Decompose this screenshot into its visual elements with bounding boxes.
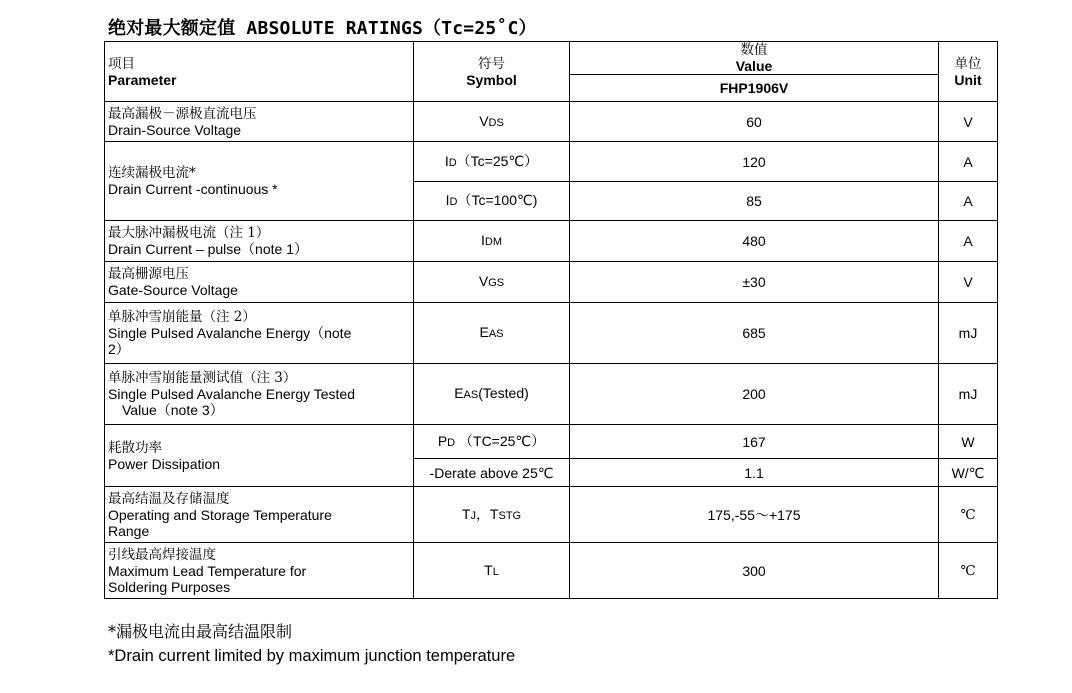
value-cell: ±30 [570,262,939,303]
unit-cell: A [939,221,998,262]
footnote-en: *Drain current limited by maximum junction temperature [108,647,516,665]
header-unit: 单位 Unit [939,42,998,102]
unit-cell: ℃ [939,487,998,543]
unit-cell: V [939,102,998,142]
param-cell: 最高漏极－源极直流电压 Drain-Source Voltage [105,102,414,142]
table-row [105,543,998,599]
symbol-cell: VDS [414,102,570,142]
symbol-cell: VGS [414,262,570,303]
unit-cell: W [939,425,998,459]
param-cell: 连续漏极电流* Drain Current -continuous * [105,142,414,221]
table-row [105,487,998,543]
table-row [105,142,998,182]
table-row [105,262,998,303]
symbol-cell: TL [414,543,570,599]
header-part-number: FHP1906V [570,75,939,102]
symbol-cell: ID（Tc=100℃) [414,182,570,221]
unit-cell: ℃ [939,543,998,599]
value-cell: 200 [570,364,939,425]
value-cell: 167 [570,425,939,459]
param-cell: 引线最高焊接温度 Maximum Lead Temperature for Soldering Purposes [105,543,414,599]
value-cell: 60 [570,102,939,142]
unit-cell: mJ [939,364,998,425]
footnote-zh: *漏极电流由最高结温限制 [108,622,293,641]
unit-cell: V [939,262,998,303]
value-cell: 120 [570,142,939,182]
symbol-cell: PD （TC=25℃） [414,425,570,459]
unit-cell: A [939,142,998,182]
unit-cell: W/℃ [939,459,998,487]
table-header-row [105,42,998,75]
header-symbol: 符号 Symbol [414,42,570,102]
param-cell: 单脉冲雪崩能量测试值（注 3） Single Pulsed Avalanche Energy Tested Value（note 3） [105,364,414,425]
param-cell: 最大脉冲漏极电流（注 1） Drain Current – pulse（note 1） [105,221,414,262]
section-title: 绝对最大额定值 ABSOLUTE RATINGS（Tc=25˚C） [108,18,537,39]
value-cell: 85 [570,182,939,221]
value-cell: 480 [570,221,939,262]
table-row [105,425,998,459]
header-value: 数值 Value [570,42,939,75]
symbol-cell: EAS(Tested) [414,364,570,425]
table-row [105,303,998,364]
unit-cell: A [939,182,998,221]
value-cell: 685 [570,303,939,364]
value-cell: 300 [570,543,939,599]
table-row [105,102,998,142]
symbol-cell: ID（Tc=25℃） [414,142,570,182]
value-cell: 1.1 [570,459,939,487]
param-cell: 耗散功率 Power Dissipation [105,425,414,487]
param-cell: 最高结温及存储温度 Operating and Storage Temperature Range [105,487,414,543]
param-cell: 最高栅源电压 Gate-Source Voltage [105,262,414,303]
symbol-cell: IDM [414,221,570,262]
symbol-cell: TJ，TSTG [414,487,570,543]
value-cell: 175,-55～+175 [570,487,939,543]
unit-cell: mJ [939,303,998,364]
symbol-cell: EAS [414,303,570,364]
symbol-cell: -Derate above 25℃ [414,459,570,487]
header-parameter: 项目 Parameter [105,42,414,102]
table-row [105,221,998,262]
absolute-ratings-table [104,41,998,599]
table-row [105,364,998,425]
param-cell: 单脉冲雪崩能量（注 2） Single Pulsed Avalanche Energy（note 2） [105,303,414,364]
